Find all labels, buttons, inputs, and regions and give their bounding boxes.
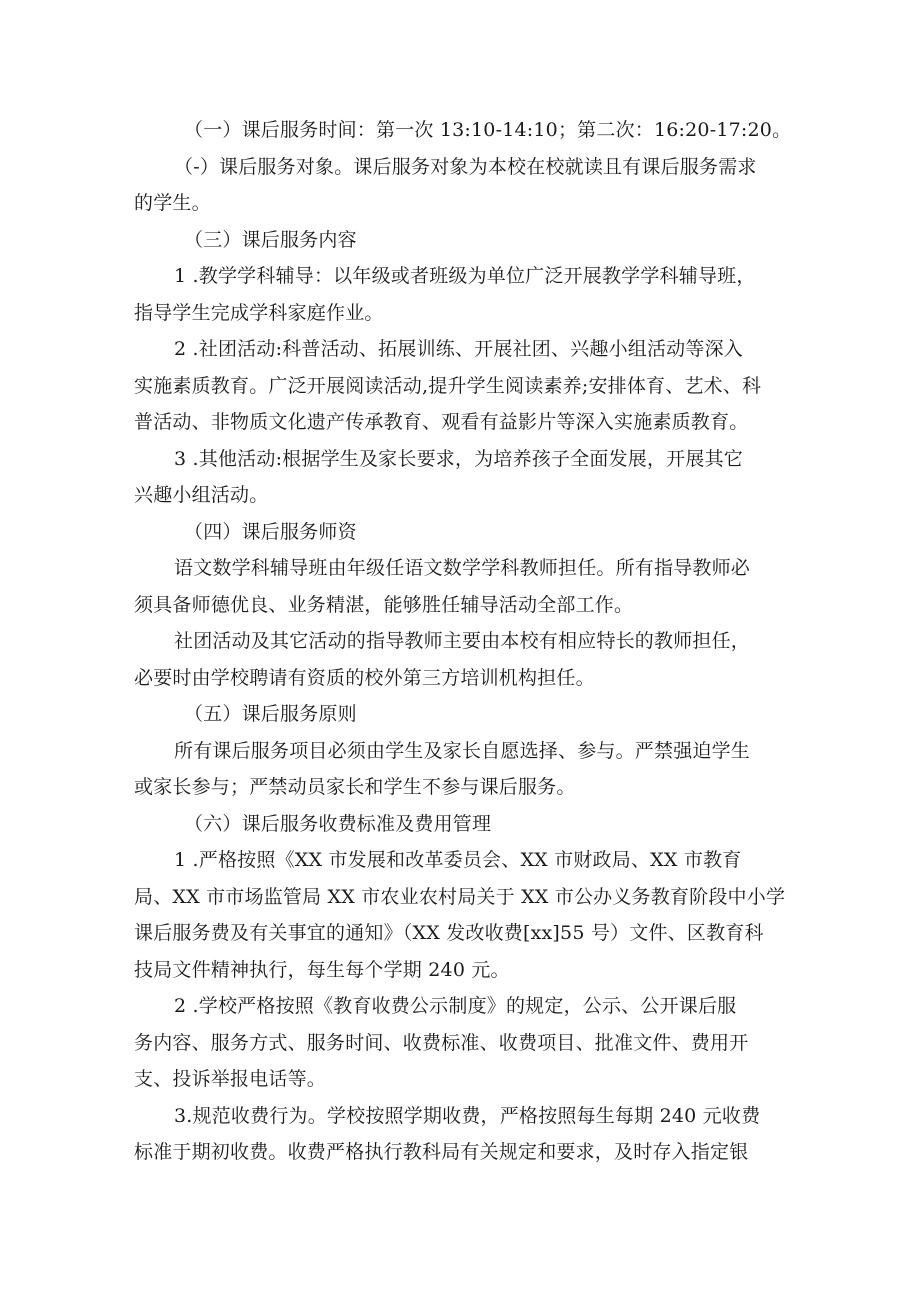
text-line: （三）课后服务内容 bbox=[184, 228, 357, 251]
paragraph-other-activities bbox=[134, 441, 794, 514]
section-heading-fees bbox=[134, 806, 794, 843]
text-line: 标准于期初收费。收费严格执行教科局有关规定和要求，及时存入指定银 bbox=[134, 1141, 749, 1163]
text-line: （一）课后服务时间：第一次 13:10-14:10；第二次：16:20-17:20。 bbox=[184, 119, 792, 141]
text-line: 1 .教学学科辅导：以年级或者班级为单位广泛开展教学学科辅导班， bbox=[174, 265, 756, 287]
text-line: 2 .学校严格按照《教育收费公示制度》的规定，公示、公开课后服 bbox=[174, 995, 737, 1017]
section-heading-service-content bbox=[134, 222, 794, 259]
text-line: 的学生。 bbox=[134, 192, 211, 214]
section-heading-teachers bbox=[134, 514, 794, 551]
text-line: 3.规范收费行为。学校按照学期收费，严格按照每生每期 240 元收费 bbox=[174, 1104, 761, 1127]
text-line: 须具备师德优良、业务精湛，能够胜任辅导活动全部工作。 bbox=[134, 593, 634, 616]
paragraph-teacher-requirements bbox=[134, 550, 794, 623]
text-line: 必要时由学校聘请有资质的校外第三方培训机构担任。 bbox=[134, 666, 595, 689]
text-line: （-）课后服务对象。课后服务对象为本校在校就读且有课后服务需求 bbox=[174, 155, 757, 178]
text-line: （四）课后服务师资 bbox=[184, 520, 357, 543]
text-line: 或家长参与；严禁动员家长和学生不参与课后服务。 bbox=[134, 776, 576, 798]
text-line: 指导学生完成学科家庭作业。 bbox=[134, 301, 384, 324]
section-heading-principles bbox=[134, 696, 794, 733]
paragraph-fee-standard bbox=[134, 842, 794, 988]
text-line: （五）课后服务原则 bbox=[184, 703, 357, 725]
text-line: 语文数学科辅导班由年级任语文数学学科教师担任。所有指导教师必 bbox=[174, 557, 751, 579]
text-line: 1 .严格按照《XX 市发展和改革委员会、XX 市财政局、XX 市教育 bbox=[174, 849, 742, 871]
text-line: 所有课后服务项目必须由学生及家长自愿选择、参与。严禁强迫学生 bbox=[174, 739, 751, 762]
paragraph-fee-disclosure bbox=[134, 988, 794, 1098]
paragraph-fee-collection bbox=[134, 1098, 794, 1171]
paragraph-subject-tutoring bbox=[134, 258, 794, 331]
text-line: 局、XX 市市场监管局 XX 市农业农村局关于 XX 市公办义务教育阶段中小学 bbox=[134, 885, 786, 908]
text-line: 课后服务费及有关事宜的通知》（XX 发改收费[xx]55 号）文件、区教育科 bbox=[134, 922, 764, 944]
paragraph-club-activities bbox=[134, 331, 794, 441]
text-line: 普活动、非物质文化遗产传承教育、观看有益影片等深入实施素质教育。 bbox=[134, 411, 749, 433]
text-line: （六）课后服务收费标准及费用管理 bbox=[184, 812, 492, 835]
document-body bbox=[134, 112, 794, 1171]
text-line: 支、投诉举报电话等。 bbox=[134, 1068, 327, 1090]
paragraph-voluntary-principle bbox=[134, 733, 794, 806]
section-heading-service-time bbox=[134, 112, 794, 149]
text-line: 社团活动及其它活动的指导教师主要由本校有相应特长的教师担任， bbox=[174, 630, 751, 652]
text-line: 务内容、服务方式、服务时间、收费标准、收费项目、批准文件、费用开 bbox=[134, 1031, 749, 1054]
text-line: 2 .社团活动:科普活动、拓展训练、开展社团、兴趣小组活动等深入 bbox=[174, 338, 743, 360]
text-line: 实施素质教育。广泛开展阅读活动,提升学生阅读素养;安排体育、艺术、科 bbox=[134, 374, 762, 397]
text-line: 3 .其他活动:根据学生及家长要求，为培养孩子全面发展，开展其它 bbox=[174, 447, 743, 470]
paragraph-club-teachers bbox=[134, 623, 794, 696]
text-line: 兴趣小组活动。 bbox=[134, 484, 269, 506]
paragraph-service-target bbox=[134, 149, 794, 222]
text-line: 技局文件精神执行，每生每个学期 240 元。 bbox=[134, 958, 510, 981]
